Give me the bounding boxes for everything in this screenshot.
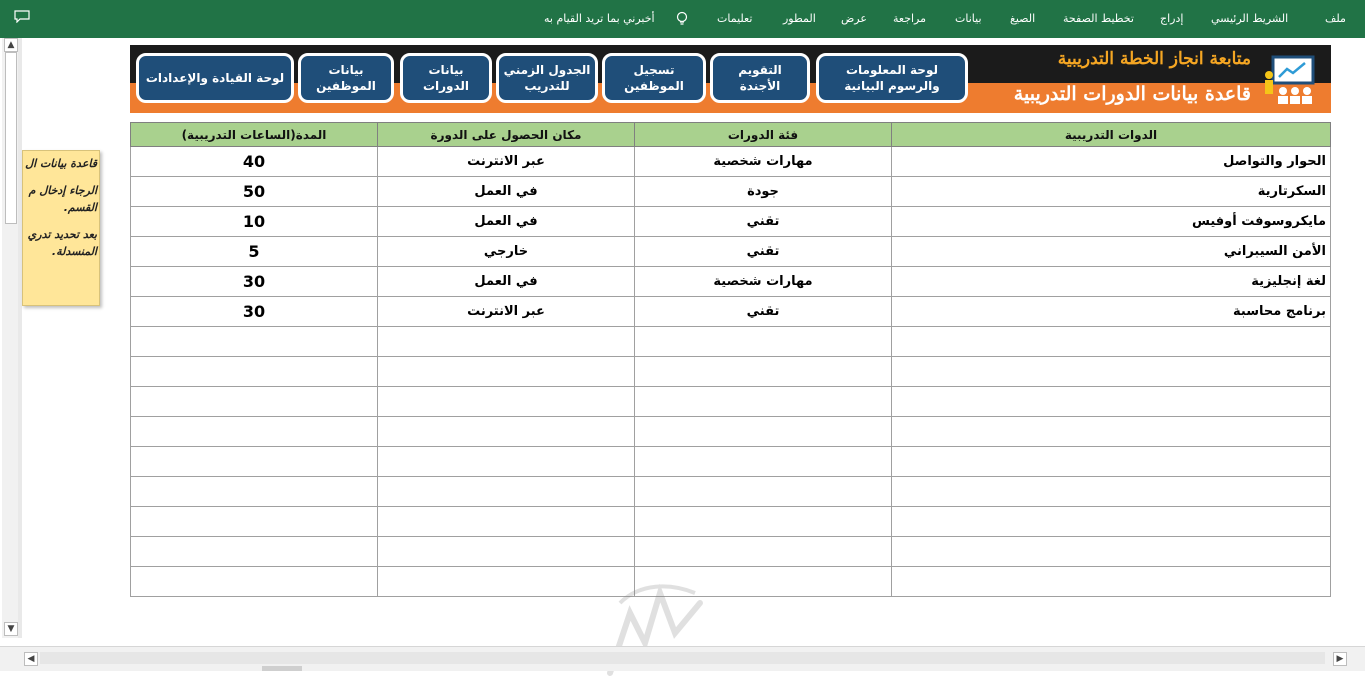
cell-course[interactable]: الحوار والتواصل: [892, 147, 1331, 177]
calendar-agenda-button[interactable]: التقويم الأجندة: [710, 53, 810, 103]
cell-duration[interactable]: [131, 357, 378, 387]
cell-course[interactable]: [892, 387, 1331, 417]
cell-course[interactable]: مايكروسوفت أوفيس: [892, 207, 1331, 237]
training-schedule-button[interactable]: الجدول الزمني للتدريب: [496, 53, 598, 103]
cell-location[interactable]: [378, 357, 635, 387]
instruction-note[interactable]: [22, 150, 100, 306]
cell-location[interactable]: [378, 387, 635, 417]
tab-developer[interactable]: المطور: [783, 12, 816, 25]
scroll-thumb[interactable]: [5, 52, 17, 224]
table-row: [131, 357, 1331, 387]
table-row: [131, 297, 1331, 327]
sheet-tab-indicator: [262, 666, 302, 671]
cell-duration[interactable]: [131, 387, 378, 417]
scroll-track[interactable]: [40, 652, 1325, 664]
dashboard-charts-button[interactable]: لوحة المعلومات والرسوم البيانية: [816, 53, 968, 103]
scroll-left-icon[interactable]: ◀: [24, 652, 38, 666]
tab-home[interactable]: الشريط الرئيسي: [1211, 12, 1289, 25]
note-line: المنسدلة.: [51, 245, 97, 258]
sheet-margin: [18, 38, 22, 638]
cell-location[interactable]: [378, 417, 635, 447]
cell-location[interactable]: في العمل: [378, 207, 635, 237]
tab-formulas[interactable]: الصيغ: [1010, 12, 1036, 25]
cell-course[interactable]: [892, 327, 1331, 357]
tab-insert[interactable]: إدراج: [1160, 12, 1184, 25]
lightbulb-icon: [676, 11, 688, 27]
scroll-down-icon[interactable]: ▼: [4, 622, 18, 636]
table-row: [131, 147, 1331, 177]
cell-duration[interactable]: [131, 477, 378, 507]
cell-category[interactable]: تقني: [635, 297, 892, 327]
cell-location[interactable]: [378, 537, 635, 567]
cell-location[interactable]: [378, 567, 635, 597]
note-line: قاعدة بيانات ال: [25, 157, 97, 170]
cell-category[interactable]: [635, 387, 892, 417]
table-row: [131, 237, 1331, 267]
cell-location[interactable]: في العمل: [378, 267, 635, 297]
cell-course[interactable]: برنامج محاسبة: [892, 297, 1331, 327]
courses-data-button[interactable]: بيانات الدورات: [400, 53, 492, 103]
cell-duration[interactable]: [131, 537, 378, 567]
note-line: الرجاء إدخال م: [28, 184, 97, 197]
cell-location[interactable]: عبر الانترنت: [378, 297, 635, 327]
tell-me-search[interactable]: أخبرني بما تريد القيام به: [544, 12, 655, 25]
cell-duration[interactable]: 5: [131, 237, 378, 267]
courses-table: [130, 122, 1331, 597]
cell-category[interactable]: [635, 417, 892, 447]
note-line: بعد تحديد تدري: [27, 228, 97, 241]
cell-location[interactable]: [378, 507, 635, 537]
table-row: [131, 207, 1331, 237]
column-header-course[interactable]: الدوات التدريبية: [892, 123, 1331, 147]
tab-help[interactable]: تعليمات: [717, 12, 753, 25]
cell-category[interactable]: مهارات شخصية: [635, 147, 892, 177]
cell-course[interactable]: الأمن السيبراني: [892, 237, 1331, 267]
cell-course[interactable]: [892, 537, 1331, 567]
tab-file[interactable]: ملف: [1325, 12, 1346, 25]
cell-duration[interactable]: [131, 327, 378, 357]
worksheet: [0, 38, 1365, 646]
ribbon: [0, 0, 1365, 38]
table-row: [131, 387, 1331, 417]
tab-review[interactable]: مراجعة: [893, 12, 927, 25]
horizontal-scrollbar[interactable]: [0, 646, 1365, 671]
banner-title-top: متابعة انجاز الخطة التدريبية: [1057, 49, 1251, 69]
cell-course[interactable]: [892, 447, 1331, 477]
scroll-up-icon[interactable]: ▲: [4, 38, 18, 52]
cell-course[interactable]: [892, 567, 1331, 597]
cell-category[interactable]: [635, 447, 892, 477]
cell-duration[interactable]: [131, 507, 378, 537]
cell-location[interactable]: خارجي: [378, 237, 635, 267]
employee-registration-button[interactable]: تسجيل الموظفين: [602, 53, 706, 103]
scroll-right-icon[interactable]: ▶: [1333, 652, 1347, 666]
cell-duration[interactable]: [131, 447, 378, 477]
column-header-category[interactable]: فئة الدورات: [635, 123, 892, 147]
cell-location[interactable]: [378, 447, 635, 477]
cell-course[interactable]: [892, 477, 1331, 507]
header-banner: [130, 45, 1331, 113]
table-row: [131, 327, 1331, 357]
cell-category[interactable]: مهارات شخصية: [635, 267, 892, 297]
column-header-duration[interactable]: المدة(الساعات التدريبية): [131, 123, 378, 147]
tab-data[interactable]: بيانات: [955, 12, 982, 25]
table-row: [131, 537, 1331, 567]
banner-title-main: قاعدة بيانات الدورات التدريبية: [1013, 83, 1251, 105]
cell-location[interactable]: في العمل: [378, 177, 635, 207]
column-header-location[interactable]: مكان الحصول على الدورة: [378, 123, 635, 147]
control-settings-button[interactable]: لوحة القيادة والإعدادات: [136, 53, 294, 103]
cell-category[interactable]: [635, 357, 892, 387]
cell-category[interactable]: تقني: [635, 237, 892, 267]
employees-data-button[interactable]: بيانات الموظفين: [298, 53, 394, 103]
cell-duration[interactable]: 50: [131, 177, 378, 207]
table-row: [131, 177, 1331, 207]
cell-course[interactable]: [892, 507, 1331, 537]
cell-duration[interactable]: 30: [131, 297, 378, 327]
cell-category[interactable]: جودة: [635, 177, 892, 207]
cell-location[interactable]: [378, 327, 635, 357]
cell-duration[interactable]: [131, 567, 378, 597]
cell-category[interactable]: [635, 507, 892, 537]
vertical-scrollbar[interactable]: [2, 38, 19, 638]
table-row: [131, 447, 1331, 477]
table-row: [131, 567, 1331, 597]
cell-course[interactable]: لغة إنجليزية: [892, 267, 1331, 297]
cell-category[interactable]: [635, 537, 892, 567]
table-row: [131, 477, 1331, 507]
cell-course[interactable]: [892, 417, 1331, 447]
cell-category[interactable]: [635, 477, 892, 507]
tab-page-layout[interactable]: تخطيط الصفحة: [1063, 12, 1134, 25]
cell-duration[interactable]: 10: [131, 207, 378, 237]
cell-location[interactable]: [378, 477, 635, 507]
cell-category[interactable]: تقني: [635, 207, 892, 237]
cell-category[interactable]: [635, 327, 892, 357]
comments-icon[interactable]: [14, 10, 30, 23]
tab-view[interactable]: عرض: [841, 12, 867, 25]
table-row: [131, 507, 1331, 537]
cell-course[interactable]: السكرتارية: [892, 177, 1331, 207]
cell-duration[interactable]: 30: [131, 267, 378, 297]
table-row: [131, 267, 1331, 297]
cell-course[interactable]: [892, 357, 1331, 387]
presentation-icon: [1261, 55, 1319, 105]
cell-duration[interactable]: 40: [131, 147, 378, 177]
note-line: القسم.: [63, 201, 97, 214]
cell-duration[interactable]: [131, 417, 378, 447]
table-row: [131, 417, 1331, 447]
table-header-row: [131, 123, 1331, 147]
cell-location[interactable]: عبر الانترنت: [378, 147, 635, 177]
